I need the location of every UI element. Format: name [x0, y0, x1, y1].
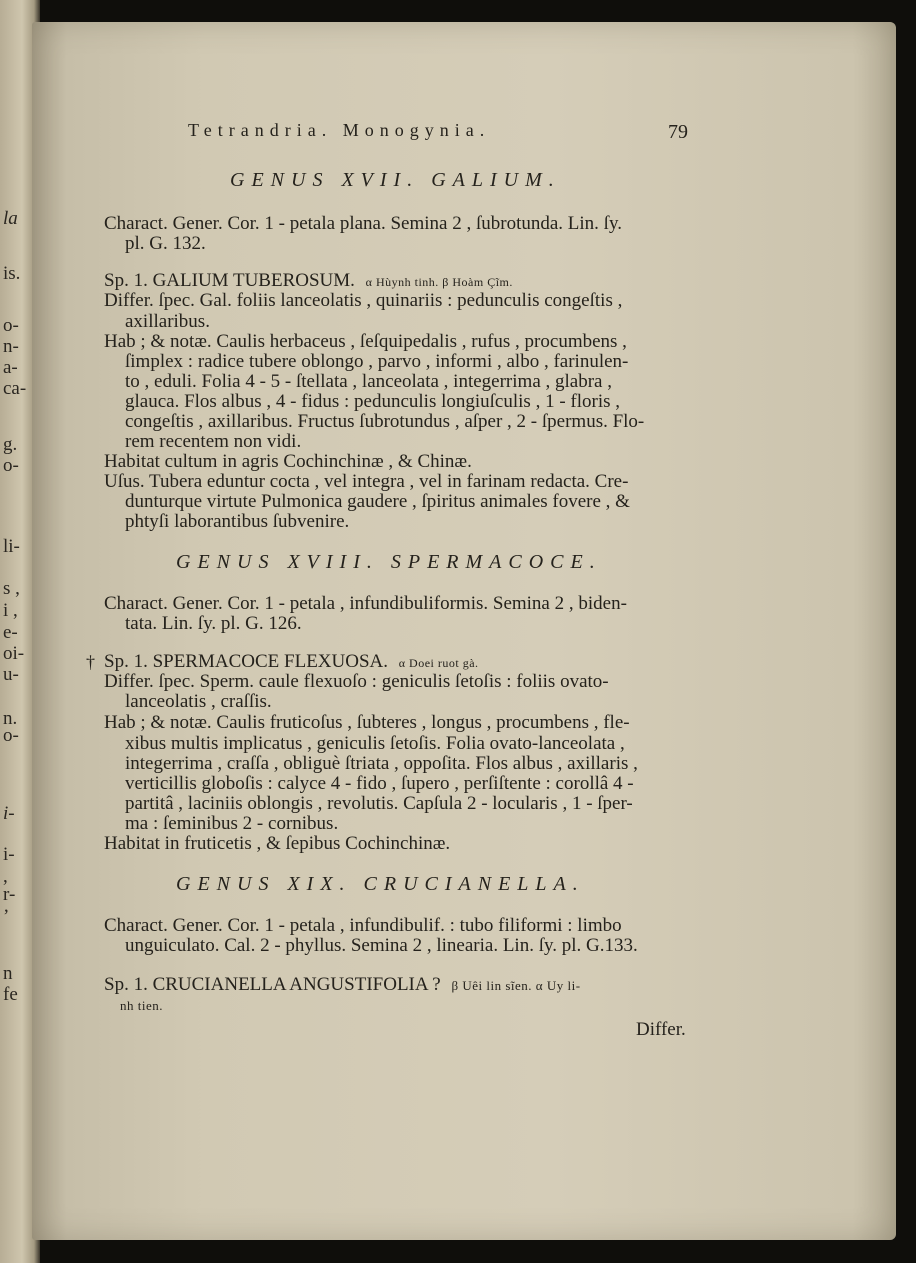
habitat-line: Habitat in fruticetis , & ſepibus Cochinchinæ.	[104, 833, 451, 854]
margin-fragment: g.	[3, 434, 18, 455]
habitus-line: glauca. Flos albus , 4 - fidus : pedunculis longiuſculis , 1 - floris ,	[125, 391, 621, 412]
margin-fragment: ,	[3, 866, 8, 887]
species-name	[104, 975, 581, 996]
usus-line: phtyſi laborantibus ſubvenire.	[125, 511, 350, 532]
margin-fragment: o-	[3, 315, 19, 336]
vernacular-names: α Doei ruot gà.	[398, 656, 479, 670]
margin-fragment: r-	[3, 884, 16, 905]
habitus-line: verticillis globoſis : calyce 4 - fido , ſupero , perſiſtente : corollâ 4 -	[125, 773, 634, 794]
margin-fragment: li-	[3, 536, 20, 557]
habitus-line: rem recentem non vidi.	[125, 431, 302, 452]
character-line: pl. G. 132.	[125, 233, 206, 254]
species-title: Sp. 1. CRUCIANELLA ANGUSTIFOLIA ?	[104, 974, 441, 995]
species-title: Sp. 1. GALIUM TUBEROSUM.	[104, 270, 355, 291]
genus-heading: GENUS XVII. GALIUM.	[230, 169, 561, 191]
running-title: Tetrandria. Monogynia.	[188, 120, 491, 140]
margin-fragment: oi-	[3, 643, 25, 664]
margin-fragment: s ,	[3, 578, 20, 599]
margin-fragment: fe	[3, 984, 18, 1005]
catchword: Differ.	[636, 1019, 686, 1040]
species-name	[104, 271, 513, 292]
margin-fragment: a-	[3, 357, 18, 378]
habitat-line: Habitat cultum in agris Cochinchinæ , & Chinæ.	[104, 451, 472, 472]
margin-fragment: o-	[3, 725, 19, 746]
margin-fragment: ca-	[3, 378, 27, 399]
margin-fragment: i-	[3, 803, 15, 824]
habitus-line: Hab ; & notæ. Caulis herbaceus , ſeſquipedalis , rufus , procumbens ,	[104, 331, 627, 352]
habitus-line: ſimplex : radice tubere oblongo , parvo , informi , albo , farinulen-	[125, 351, 629, 372]
genus-heading: GENUS XIX. CRUCIANELLA.	[176, 873, 585, 895]
habitus-line: ma : ſeminibus 2 - cornibus.	[125, 813, 339, 834]
vernacular-names: α Hùynh tinh. β Hoàm Çĩm.	[365, 275, 513, 289]
margin-fragment: n-	[3, 336, 19, 357]
differentia-line: axillaribus.	[125, 311, 210, 332]
differentia-line: Differ. ſpec. Sperm. caule flexuoſo : geniculis ſetoſis : foliis ovato-	[104, 671, 609, 692]
character-line: unguiculato. Cal. 2 - phyllus. Semina 2 , linearia. Lin. ſy. pl. G.133.	[125, 935, 638, 956]
margin-fragment: e-	[3, 622, 18, 643]
margin-fragment: u-	[3, 664, 19, 685]
margin-fragment: ’	[3, 906, 10, 927]
page-number: 79	[668, 121, 688, 143]
margin-fragment: o-	[3, 455, 19, 476]
differentia-line: Differ. ſpec. Gal. foliis lanceolatis , quinariis : pedunculis congeſtis ,	[104, 290, 623, 311]
vernacular-continuation: nh tien.	[120, 998, 163, 1013]
character-line: Charact. Gener. Cor. 1 - petala , infundibuliformis. Semina 2 , biden-	[104, 593, 627, 614]
habitus-line: to , eduli. Folia 4 - 5 - ſtellata , lanceolata , integerrima , glabra ,	[125, 371, 612, 392]
margin-fragment: is.	[3, 263, 21, 284]
margin-fragment: i ,	[3, 600, 18, 621]
habitus-line: congeſtis , axillaribus. Fructus ſubrotundus , aſper , 2 - ſpermus. Flo-	[125, 411, 645, 432]
character-line: Charact. Gener. Cor. 1 - petala , infundibulif. : tubo filiformi : limbo	[104, 915, 622, 936]
usus-line: dunturque virtute Pulmonica gaudere , ſpiritus animales fovere , &	[125, 491, 630, 512]
character-line: tata. Lin. ſy. pl. G. 126.	[125, 613, 302, 634]
margin-fragment: n.	[3, 708, 18, 729]
habitus-line: xibus multis implicatus , geniculis ſetoſis. Folia ovato-lanceolata ,	[125, 733, 625, 754]
species-name	[104, 652, 479, 673]
habitus-line: partitâ , laciniis oblongis , revolutis. Capſula 2 - locularis , 1 - ſper-	[125, 793, 633, 814]
margin-fragment: i-	[3, 844, 15, 865]
genus-heading: GENUS XVIII. SPERMACOCE.	[176, 551, 602, 573]
differentia-line: lanceolatis , craſſis.	[125, 691, 272, 712]
usus-line: Uſus. Tubera eduntur cocta , vel integra , vel in farinam redacta. Cre-	[104, 471, 629, 492]
margin-fragment: n	[3, 963, 13, 984]
character-line: Charact. Gener. Cor. 1 - petala plana. Semina 2 , ſubrotunda. Lin. ſy.	[104, 213, 622, 234]
margin-fragment: la	[3, 208, 18, 229]
habitus-line: Hab ; & notæ. Caulis fruticoſus , ſubteres , longus , procumbens , fle-	[104, 712, 630, 733]
species-title: Sp. 1. SPERMACOCE FLEXUOSA.	[104, 651, 388, 672]
dagger-mark: †	[86, 652, 95, 672]
habitus-line: integerrima , craſſa , obliguè ſtriata , oppoſita. Flos albus , axillaris ,	[125, 753, 638, 774]
vernacular-names: β Uêi lin sĩen. α Uy li-	[451, 978, 581, 993]
